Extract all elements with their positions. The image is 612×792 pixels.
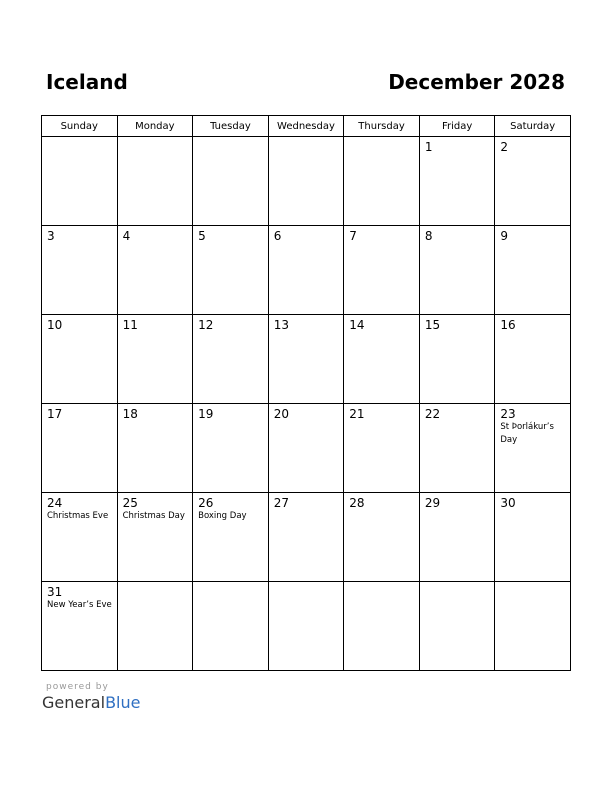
- day-cell: [495, 315, 571, 404]
- holiday-label: Christmas Day: [122, 511, 185, 521]
- day-cell: [117, 582, 193, 671]
- day-cell: [344, 493, 420, 582]
- weekday-header-row: [42, 116, 571, 137]
- day-number: 13: [273, 318, 289, 332]
- day-cell: [193, 137, 269, 226]
- day-number: 18: [122, 407, 138, 421]
- week-row: [42, 582, 571, 671]
- day-cell: [117, 493, 193, 582]
- day-number: 6: [273, 229, 282, 243]
- weekday-wednesday: Wednesday: [268, 116, 344, 137]
- day-cell: [495, 582, 571, 671]
- day-number: 15: [424, 318, 441, 332]
- day-number: 3: [47, 229, 55, 243]
- day-cell: [117, 226, 193, 315]
- weekday-friday: Friday: [419, 116, 495, 137]
- day-cell: [344, 404, 420, 493]
- week-row: [42, 226, 571, 315]
- day-cell: [419, 137, 495, 226]
- day-cell: [344, 582, 420, 671]
- week-row: [42, 137, 571, 226]
- day-cell: [268, 226, 344, 315]
- week-row: [42, 315, 571, 404]
- day-number: 1: [424, 140, 433, 154]
- day-number: 10: [47, 318, 63, 332]
- day-cell: [42, 315, 118, 404]
- day-cell: [495, 493, 571, 582]
- day-cell: [193, 226, 269, 315]
- day-number: 12: [198, 318, 214, 332]
- day-cell: [419, 493, 495, 582]
- holiday-label: Christmas Eve: [47, 511, 109, 521]
- day-cell: [495, 404, 571, 493]
- day-number: 24: [47, 496, 63, 510]
- day-cell: [193, 582, 269, 671]
- day-number: 16: [500, 318, 516, 332]
- day-cell: [495, 226, 571, 315]
- day-cell: [344, 137, 420, 226]
- day-cell: [42, 493, 118, 582]
- day-number: 27: [273, 496, 289, 510]
- day-cell: [344, 315, 420, 404]
- holiday-label: New Year’s Eve: [47, 600, 112, 610]
- holiday-label: Boxing Day: [198, 511, 247, 521]
- month-year-title: December 2028: [388, 70, 565, 94]
- day-number: 29: [424, 496, 441, 510]
- day-cell: [268, 315, 344, 404]
- day-cell: [117, 315, 193, 404]
- day-number: 8: [424, 229, 433, 243]
- day-cell: [117, 137, 193, 226]
- day-number: 20: [273, 407, 289, 421]
- day-cell: [42, 137, 118, 226]
- calendar-grid: [41, 115, 571, 671]
- day-cell: [42, 582, 118, 671]
- day-cell: [117, 404, 193, 493]
- day-cell: [419, 582, 495, 671]
- day-cell: [495, 137, 571, 226]
- day-cell: [268, 582, 344, 671]
- weekday-tuesday: Tuesday: [193, 116, 269, 137]
- day-cell: [344, 226, 420, 315]
- weekday-monday: Monday: [117, 116, 193, 137]
- day-number: 28: [349, 496, 365, 510]
- day-cell: [193, 404, 269, 493]
- day-cell: [193, 315, 269, 404]
- generalblue-logo: [42, 693, 140, 712]
- day-cell: [268, 137, 344, 226]
- day-number: 2: [500, 140, 509, 154]
- day-cell: [42, 404, 118, 493]
- day-number: 14: [349, 318, 365, 332]
- day-number: 26: [198, 496, 214, 510]
- brand-blue-text: Blue: [105, 693, 141, 712]
- day-cell: [419, 315, 495, 404]
- week-row: [42, 493, 571, 582]
- country-title: Iceland: [46, 70, 128, 94]
- day-number: 21: [349, 407, 365, 421]
- day-cell: [419, 404, 495, 493]
- day-number: 4: [122, 229, 131, 243]
- day-cell: [268, 493, 344, 582]
- holiday-label: St Þorlákur’s Day: [500, 422, 554, 445]
- day-cell: [268, 404, 344, 493]
- weekday-saturday: Saturday: [495, 116, 571, 137]
- week-row: [42, 404, 571, 493]
- day-cell: [42, 226, 118, 315]
- day-number: 30: [500, 496, 516, 510]
- powered-by-label: powered by: [46, 682, 109, 692]
- day-number: 5: [198, 229, 206, 243]
- day-number: 19: [198, 407, 214, 421]
- weekday-sunday: Sunday: [42, 116, 118, 137]
- brand-general-text: General: [42, 693, 106, 712]
- weekday-thursday: Thursday: [344, 116, 420, 137]
- day-number: 17: [47, 407, 63, 421]
- day-number: 11: [122, 318, 138, 332]
- day-cell: [419, 226, 495, 315]
- day-number: 31: [47, 585, 63, 599]
- day-number: 22: [424, 407, 441, 421]
- day-cell: [193, 493, 269, 582]
- day-number: 23: [500, 407, 516, 421]
- day-number: 25: [122, 496, 138, 510]
- day-number: 9: [500, 229, 509, 243]
- day-number: 7: [349, 229, 357, 243]
